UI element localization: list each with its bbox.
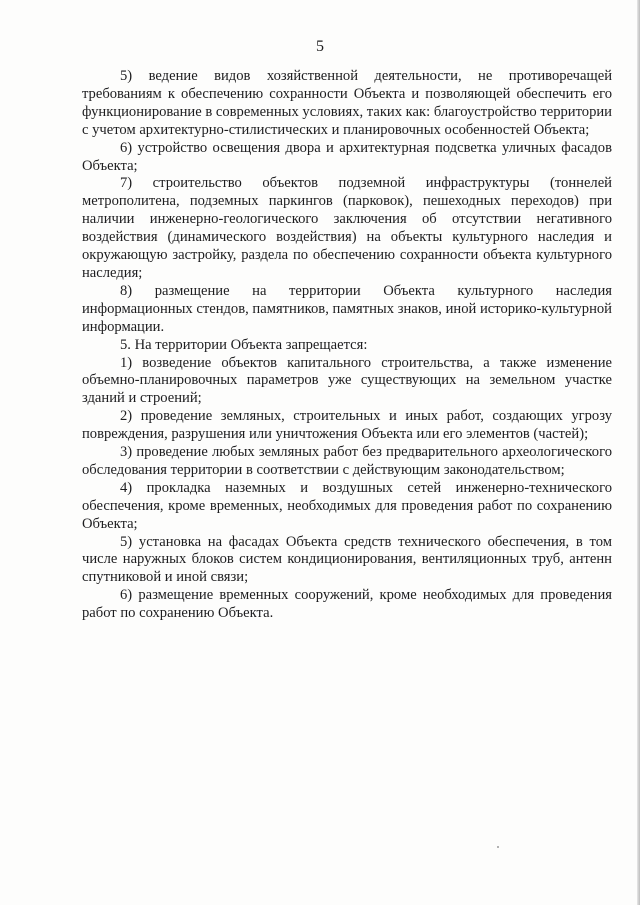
prohibited-item-1-construction: 1) возведение объектов капитального строительства, а также изменение объемно-планировочных параметров уже существующих на земельном участке зданий и строений; bbox=[82, 354, 612, 407]
prohibited-item-5-facade-equipment: 5) установка на фасадах Объекта средств технического обеспечения, в том числе наружных блоков систем кондиционирования, вентиляционных труб, антенн спутниковой и иной связи; bbox=[82, 533, 612, 586]
paragraph-item-6-lighting: 6) устройство освещения двора и архитектурная подсветка уличных фасадов Объекта; bbox=[82, 139, 612, 174]
paragraph-item-8-information-stands: 8) размещение на территории Объекта культурного наследия информационных стендов, памятников, памятных знаков, иной историко-культурной информации. bbox=[82, 282, 612, 335]
scan-speck bbox=[497, 846, 499, 848]
prohibited-item-2-earthworks: 2) проведение земляных, строительных и иных работ, создающих угрозу повреждения, разрушения или уничтожения Объекта или его элементов (частей); bbox=[82, 408, 612, 443]
section-heading-prohibited: 5. На территории Объекта запрещается: bbox=[120, 336, 368, 353]
prohibited-item-4-utility-networks: 4) прокладка наземных и воздушных сетей инженерно-технического обеспечения, кроме временных, необходимых для проведения работ по сохранению Объекта; bbox=[82, 479, 612, 532]
page-number: 5 bbox=[316, 38, 324, 55]
paragraph-item-7-underground-infrastructure: 7) строительство объектов подземной инфраструктуры (тоннелей метрополитена, подземных паркингов (парковок), пешеходных переходов) при наличии инженерно-геологического заключения об отсутствии негативного воздействия (динамического воздействия) на объекты культурного наследия и окружающую застройку, раздела по обеспечению сохранности объекта культурного наследия; bbox=[82, 175, 612, 281]
prohibited-item-6-temporary-structures: 6) размещение временных сооружений, кроме необходимых для проведения работ по сохранению Объекта. bbox=[82, 587, 612, 622]
prohibited-item-3-archaeological-survey: 3) проведение любых земляных работ без предварительного археологического обследования территории в соответствии с действующим законодательством; bbox=[82, 444, 612, 478]
document-body bbox=[82, 68, 612, 623]
paragraph-item-5-conduct-activities: 5) ведение видов хозяйственной деятельности, не противоречащей требованиям к обеспечению сохранности Объекта и позволяющей обеспечить его функционирование в современных условиях, таких как: благоустройство территории с учетом архитектурно-стилистических и планировочных особенностей Объекта; bbox=[82, 68, 612, 138]
